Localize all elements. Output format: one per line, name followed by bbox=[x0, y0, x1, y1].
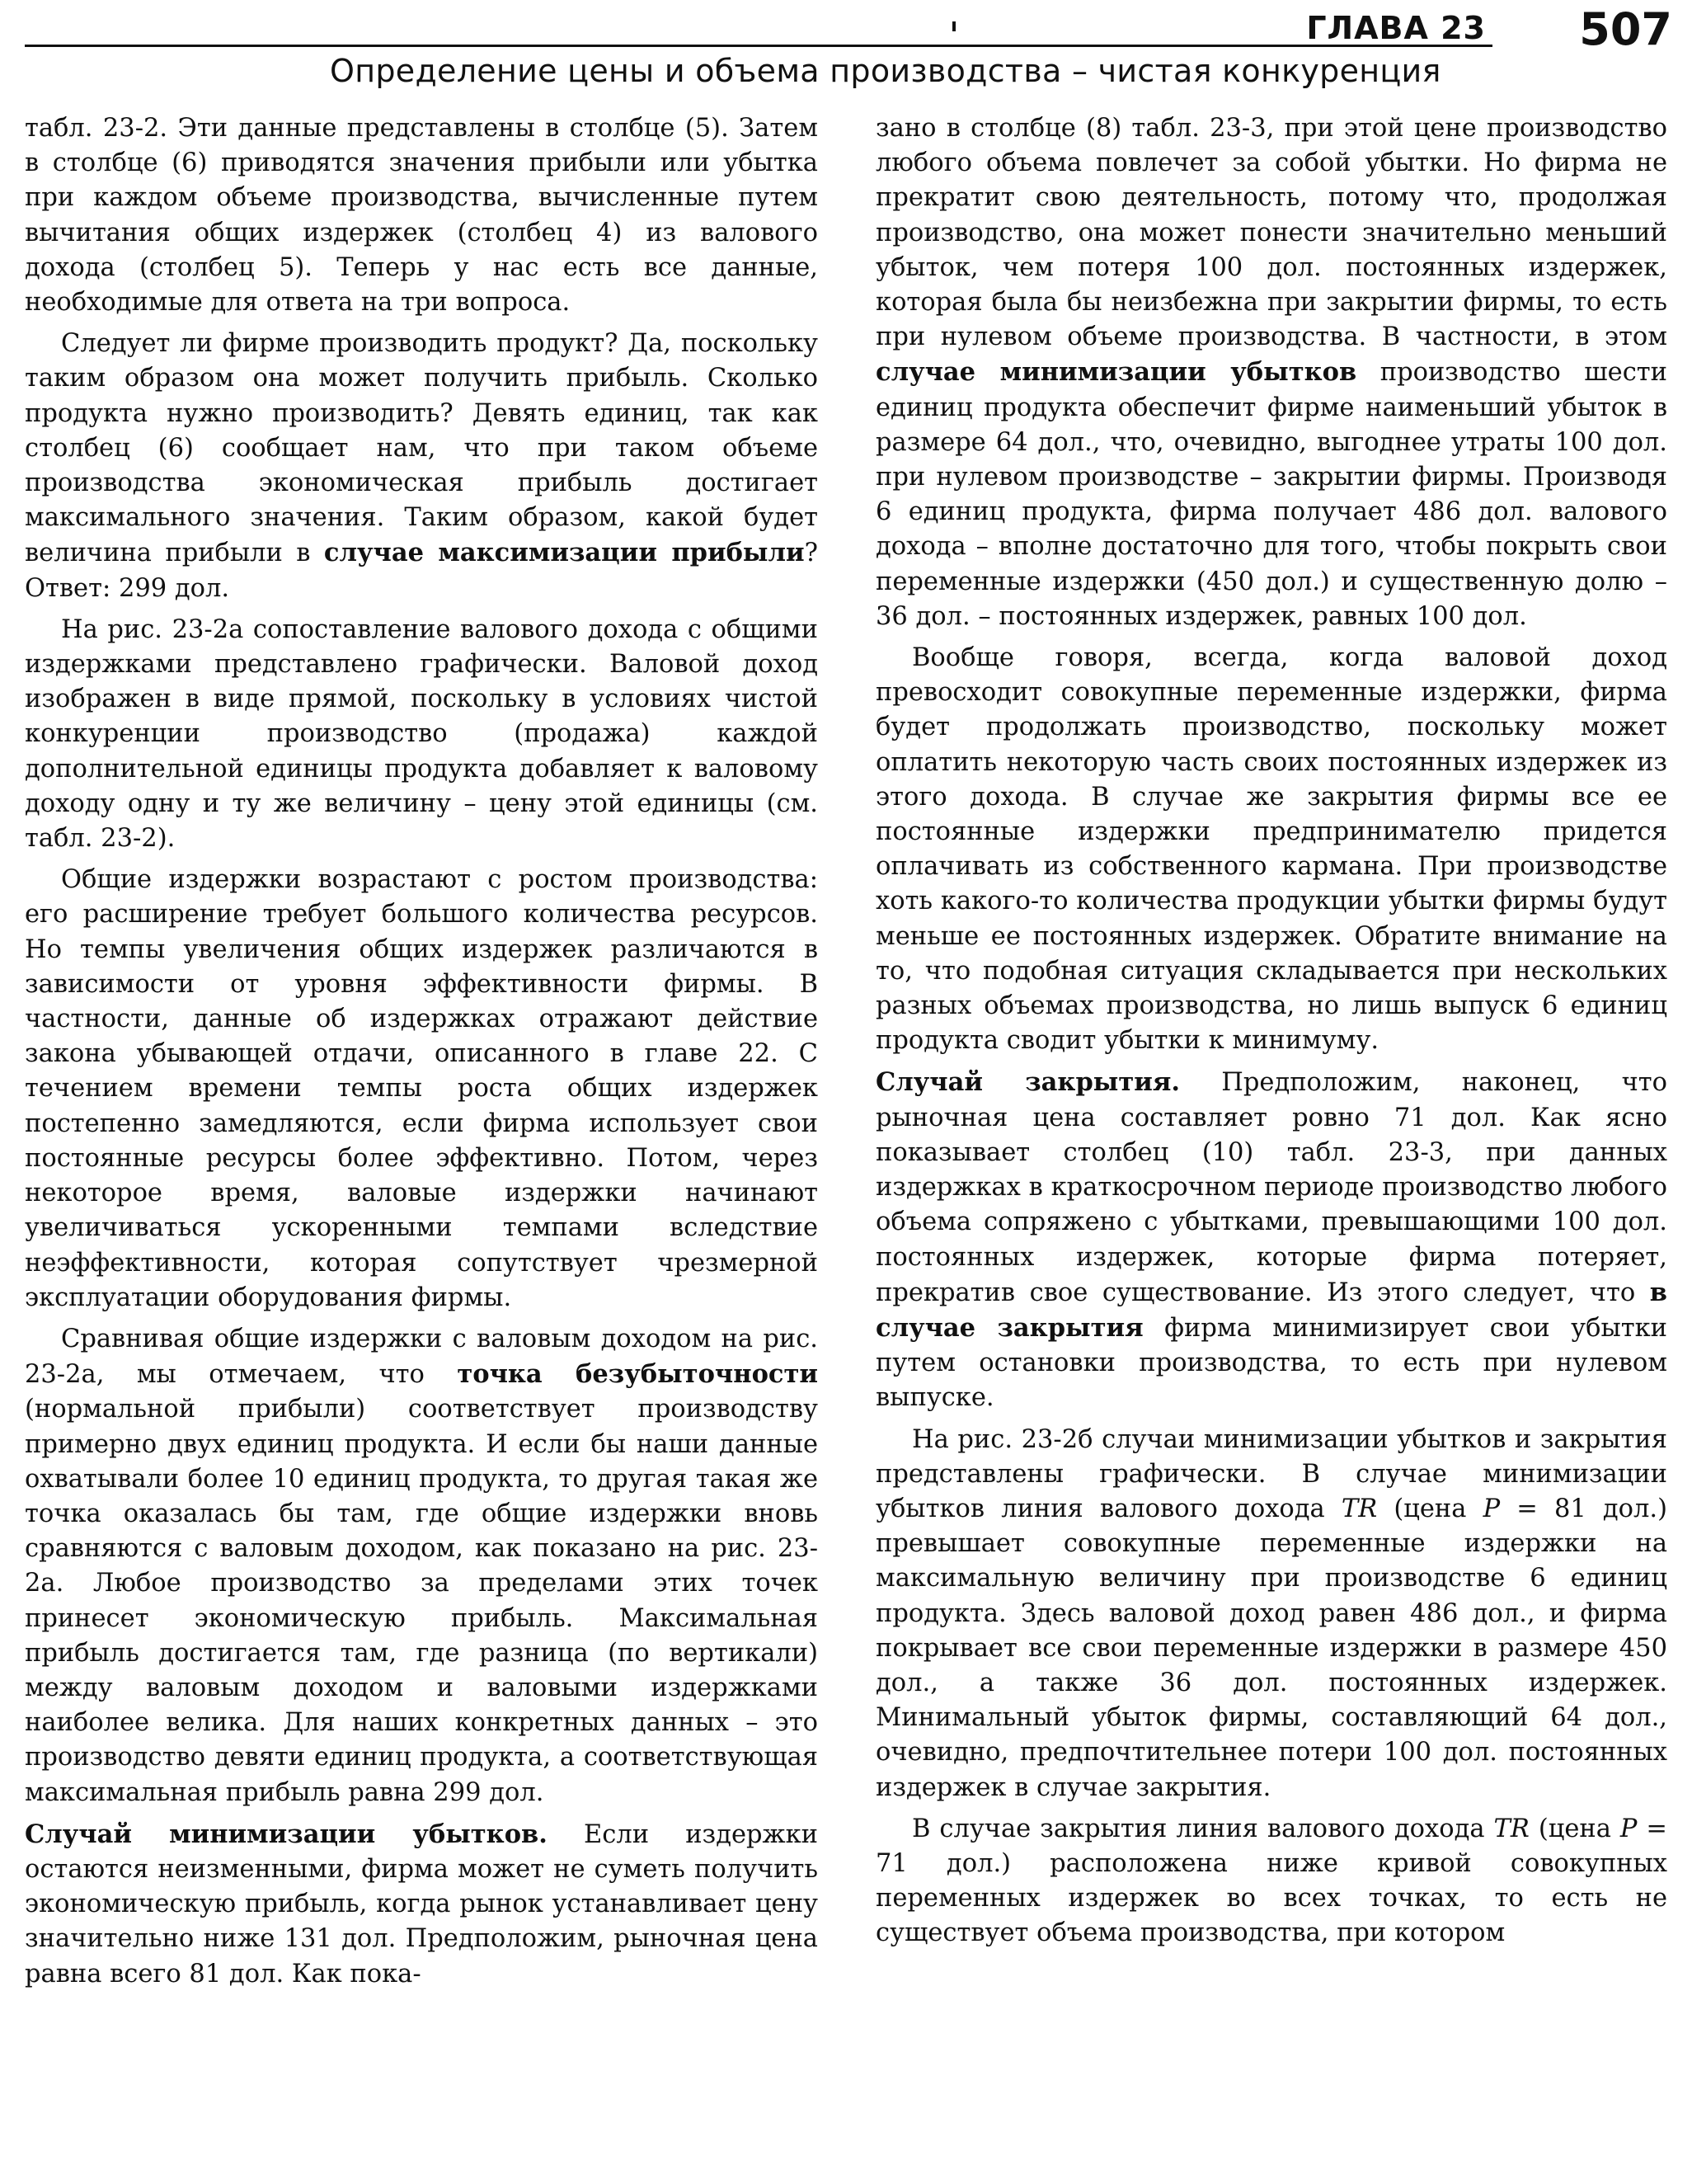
bold-term: случае максимизации прибыли bbox=[323, 538, 805, 568]
paragraph: табл. 23-2. Эти данные представлены в столбце (5). Затем в столбце (6) приводятся значения прибыли или убытка при каждом объеме производства, вычисленные путем вычитания общих издержек (столбец 4) из валового дохода (столбец 5). Теперь у нас есть все данные, необходимые для ответа на три вопроса. bbox=[25, 114, 818, 318]
paragraph: Общие издержки возрастают с ростом производства: его расширение требует большого количества ресурсов. Но темпы увеличения общих издержек различаются в зависимости от уровня эффективности фирмы. В частности, данные об издержках отражают действие закона убывающей отдачи, описанного в главе 22. С течением времени темпы роста общих издержек постепенно замедляются, если фирма использует свои постоянные ресурсы более эффективно. Потом, через некоторое время, валовые издержки начинают увеличиваться ускоренными темпами вследствие неэффективности, которая сопутствует чрезмерной эксплуатации оборудования фирмы. bbox=[25, 865, 818, 1312]
section-runin-heading: Случай закрытия. bbox=[876, 1067, 1181, 1098]
paragraph: Случай минимизации убытков. Если издержки остаются неизменными, фирма может не суметь получить экономическую прибыль, когда рынок устанавливает цену значительно ниже 131 дол. Предположим, рыночная цена равна всего 81 дол. Как пока- bbox=[25, 1819, 818, 1989]
paragraph: Сравнивая общие издержки с валовым доходом на рис. 23-2а, мы отмечаем, что точка безубыточности (нормальной прибыли) соответствует производству примерно двух единиц продукта. И если бы наши данные охватывали более 10 единиц продукта, то другая такая же точка оказалась бы там, где общие издержки вновь сравняются с валовым доходом, как показано на рис. 23-2а. Любое производство за пределами этих точек принесет экономическую прибыль. Максимальная прибыль достигается там, где разница (по вертикали) между валовым доходом и валовыми издержками наиболее велика. Для наших конкретных данных – это производство девяти единиц продукта, а соответствующая максимальная прибыль равна 299 дол. bbox=[25, 1324, 819, 1807]
header-tick-mark bbox=[952, 21, 956, 31]
paragraph: Следует ли фирме производить продукт? Да, поскольку таким образом она может получить прибыль. Сколько продукта нужно производить? Девять единиц, так как столбец (6) сообщает нам, что при таком объеме производства экономическая прибыль достигает максимального значения. Таким образом, какой будет величина прибыли в случае максимизации прибыли? Ответ: 299 дол. bbox=[25, 329, 818, 603]
section-runin-heading: Случай минимизации убытков. bbox=[25, 1819, 548, 1849]
bold-term: точка безубыточности bbox=[457, 1359, 819, 1390]
chapter-label: ГЛАВА 23 bbox=[1306, 10, 1486, 46]
paragraph: На рис. 23-2а сопоставление валового дохода с общими издержками представлено графически. Валовой доход изображен в виде прямой, поскольку в условиях чистой конкуренции производство (продажа) каждой дополнительной единицы продукта добавляет к валовому доходу одну и ту же величину – цену этой единицы (см. табл. 23-2). bbox=[25, 614, 818, 854]
header-rule bbox=[25, 45, 1492, 47]
paragraph: На рис. 23-2б случаи минимизации убытков и закрытия представлены графически. В случае минимизации убытков линия валового дохода TR (цена P = 81 дол.) превышает совокупные переменные издержки на максимальную величину при производстве 6 единиц продукта. Здесь валовой доход равен 486 дол., и фирма покрывает все свои переменные издержки в размере 450 дол., а также 36 дол. постоянных издержек. Минимальный убыток фирмы, составляющий 64 дол., очевидно, предпочтительнее потери 100 дол. постоянных издержек в случае закрытия. bbox=[876, 1424, 1668, 1802]
page-number: 507 bbox=[1579, 3, 1672, 55]
running-head bbox=[25, 5, 1672, 96]
right-column bbox=[876, 111, 1667, 1958]
paragraph: Вообще говоря, всегда, когда валовой доход превосходит совокупные переменные издержки, фирма будет продолжать производство, поскольку может оплатить некоторую часть своих постоянных издержек из этого дохода. В случае же закрытия фирмы все ее постоянные издержки предпринимателю придется оплачивать из собственного кармана. При производстве хоть какого-то количества продукции убытки фирмы будут меньше ее постоянных издержек. Обратите внимание на то, что подобная ситуация складывается при нескольких разных объемах производства, но лишь выпуск 6 единиц продукта сводит убытки к минимуму. bbox=[876, 643, 1667, 1056]
math-symbol: P bbox=[1619, 1814, 1638, 1843]
bold-term: в случае закрытия bbox=[876, 1277, 1667, 1343]
paragraph: Случай закрытия. Предположим, наконец, что рыночная цена составляет ровно 71 дол. Как ясно показывает столбец (10) табл. 23-3, при данных издержках в краткосрочном периоде производство любого объема сопряжено с убытками, превышающими 100 дол. постоянных издержек, которые фирма потеряет, прекратив свое существование. Из этого следует, что в случае закрытия фирма минимизирует свои убытки путем остановки производства, то есть при нулевом выпуске. bbox=[876, 1067, 1667, 1413]
math-symbol: TR bbox=[1493, 1814, 1530, 1843]
math-symbol: P bbox=[1483, 1494, 1501, 1523]
paragraph: В случае закрытия линия валового дохода TR (цена P = 71 дол.) расположена ниже кривой совокупных переменных издержек во всех точках, то есть не существует объема производства, при котором bbox=[876, 1814, 1667, 1948]
bold-term: случае минимизации убытков bbox=[876, 357, 1357, 388]
left-column bbox=[25, 111, 818, 1998]
paragraph: зано в столбце (8) табл. 23-3, при этой цене производство любого объема повлечет за собой убытки. Но фирма не прекратит свою деятельность, потому что, продолжая производство, она может понести значительно меньший убыток, чем потеря 100 дол. постоянных издержек, которая была бы неизбежна при закрытии фирмы, то есть при нулевом объеме производства. В частности, в этом случае минимизации убытков производство шести единиц продукта обеспечит фирме наименьший убыток в размере 64 дол., что, очевидно, выгоднее утраты 100 дол. при нулевом производстве – закрытии фирмы. Производя 6 единиц продукта, фирма получает 486 дол. валового дохода – вполне достаточно для того, чтобы покрыть свои переменные издержки (450 дол.) и существенную долю – 36 дол. – постоянных издержек, равных 100 дол. bbox=[876, 114, 1667, 631]
math-symbol: TR bbox=[1341, 1494, 1378, 1523]
chapter-subtitle: Определение цены и объема производства – чистая конкуренция bbox=[330, 53, 1441, 89]
